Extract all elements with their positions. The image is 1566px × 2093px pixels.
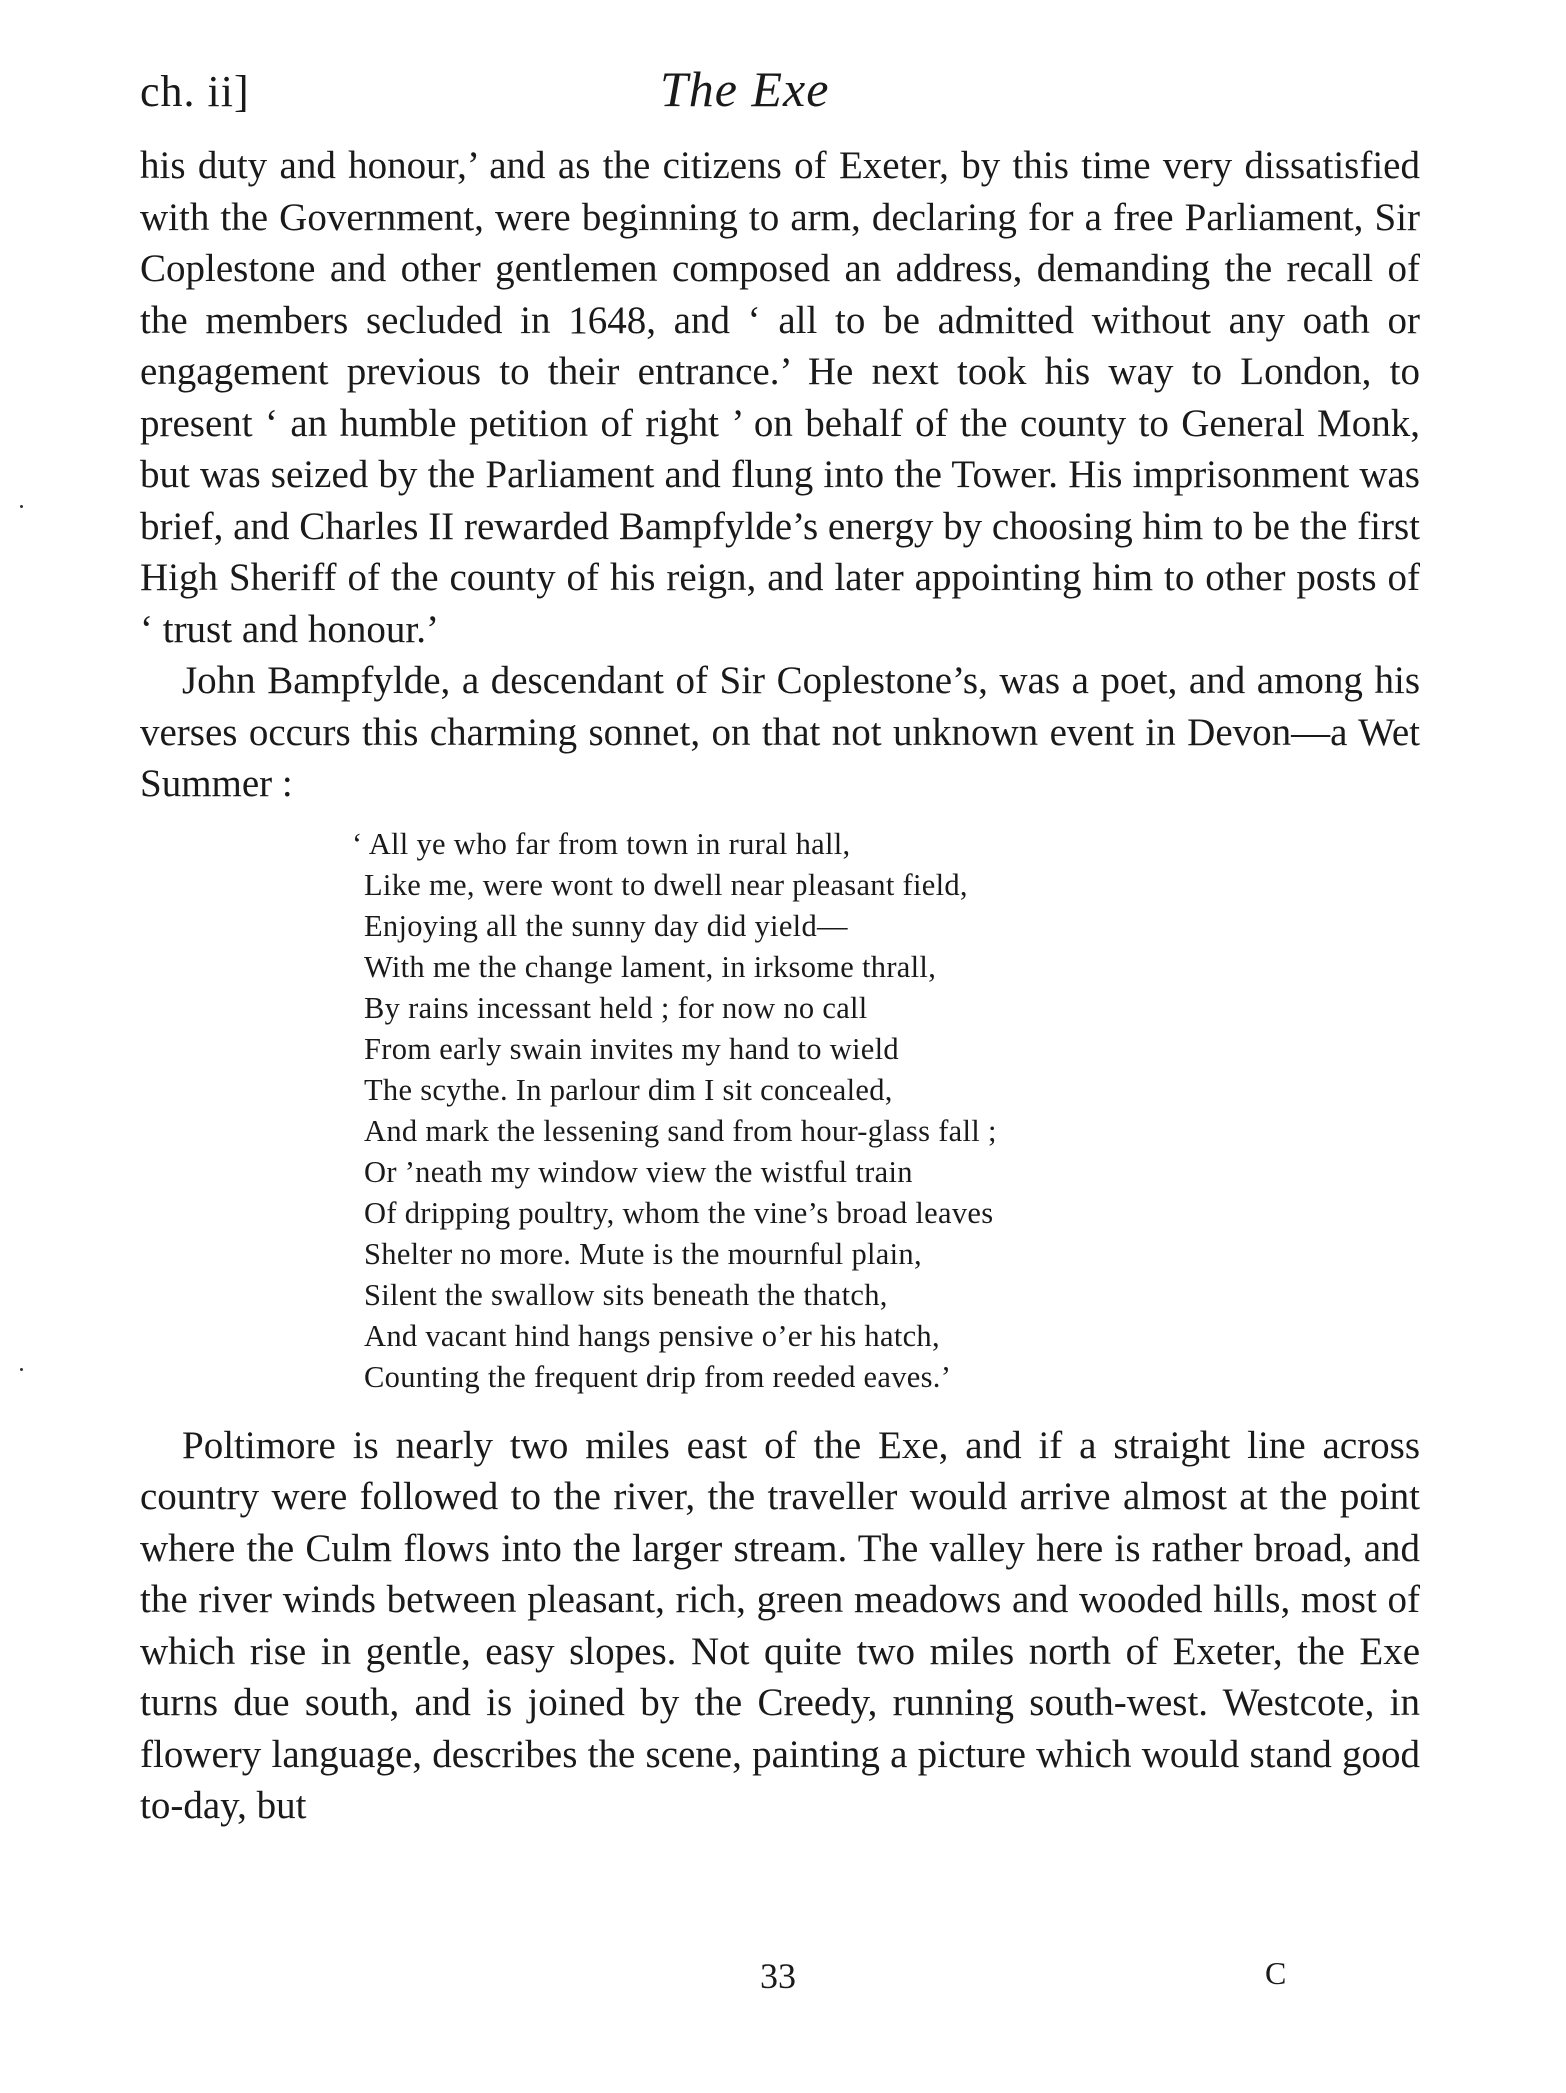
chapter-reference: ch. ii] [140,67,250,116]
margin-speck [20,505,23,508]
paragraph-continued: his duty and honour,’ and as the citizens of Exeter, by this time very dissatisfied with the Government, were beginning to arm, declaring for a free Parliament, Sir Coplestone and other gentlemen composed an address, demanding the recall of the members secluded in 1648, and ‘ all to be admitted without any oath or engagement previous to their entrance.’ He next took his way to London, to present ‘ an humble petition of right ’ on behalf of the county to General Monk, but was seized by the Parliament and flung into the Tower. His imprisonment was brief, and Charles II rewarded Bampfylde’s energy by choosing him to be the first High Sheriff of the county of his reign, and later appointing him to other posts of ‘ trust and honour.’ [140,144,1420,651]
book-page [140,60,1420,2040]
margin-speck [20,1368,23,1371]
sonnet-line: Of dripping poultry, whom the vine’s broad leaves [364,1195,994,1230]
sonnet-line: ‘ All ye who far from town in rural hall, [352,826,851,861]
sonnet-line: By rains incessant held ; for now no call [364,990,868,1025]
sonnet-line: Or ’neath my window view the wistful train [364,1154,913,1189]
sonnet-quotation [352,824,1420,1398]
sonnet-line: Enjoying all the sunny day did yield— [364,908,848,943]
sonnet-line: And mark the lessening sand from hour-glass fall ; [364,1113,997,1148]
body-text [140,140,1420,810]
paragraph-poltimore: Poltimore is nearly two miles east of the Exe, and if a straight line across country were followed to the river, the traveller would arrive almost at the point where the Culm flows into the larger stream. The valley here is rather broad, and the river winds between pleasant, rich, green meadows and wooded hills, most of which rise in gentle, easy slopes. Not quite two miles north of Exeter, the Exe turns due south, and is joined by the Creedy, running south-west. Westcote, in flowery language, describes the scene, painting a picture which would stand good to-day, but [140,1423,1420,1827]
running-head [140,60,1420,140]
sonnet-line: With me the change lament, in irksome thrall, [364,949,937,984]
sonnet-line: Shelter no more. Mute is the mournful plain, [364,1236,922,1271]
sonnet-line: Counting the frequent drip from reeded eaves.’ [364,1359,952,1394]
sonnet-line: And vacant hind hangs pensive o’er his hatch, [364,1318,940,1353]
page-footer [140,1955,1420,2015]
page-number: 33 [760,1956,796,1996]
sonnet-line: Like me, were wont to dwell near pleasant field, [364,867,968,902]
sonnet-line: Silent the swallow sits beneath the thatch, [364,1277,888,1312]
signature-mark: C [1265,1955,1287,1991]
sonnet-line: The scythe. In parlour dim I sit concealed, [364,1072,893,1107]
body-text-continued [140,1420,1420,1832]
sonnet-line: From early swain invites my hand to wield [364,1031,899,1066]
running-title: The Exe [660,61,830,117]
paragraph-bampfylde: John Bampfylde, a descendant of Sir Coplestone’s, was a poet, and among his verses occurs this charming sonnet, on that not unknown event in Devon—a Wet Summer : [140,659,1420,805]
